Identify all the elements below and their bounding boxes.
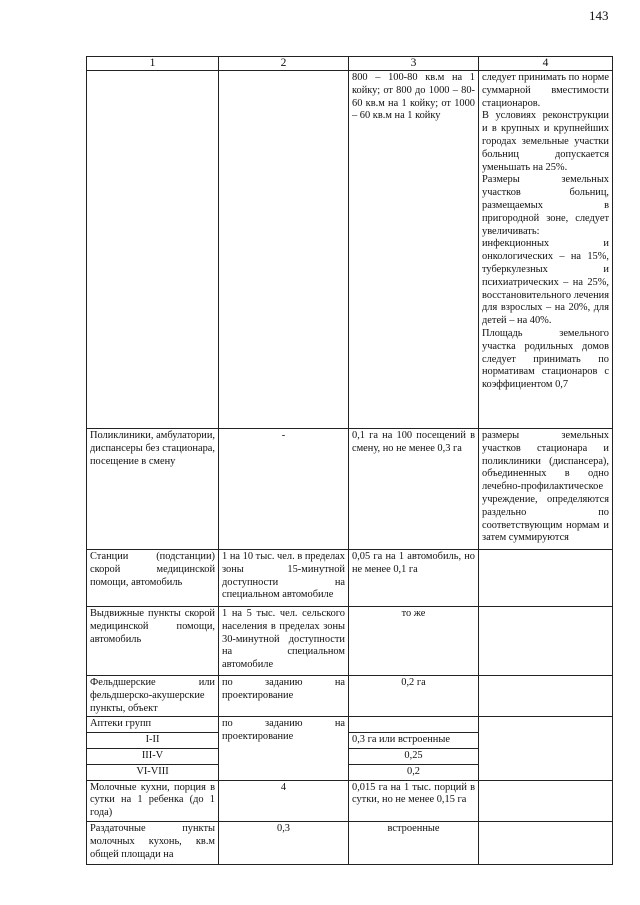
note-paragraph: следует принимать по норме суммарной вместимости стационаров. [482,72,609,109]
cell-facility: Выдвижные пункты скорой медицинской помощи, автомобиль [87,607,219,676]
cell-facility: Поликлиники, амбулатории, диспансеры без стационара, посещение в смену [87,429,219,550]
cell-facility: Станции (подстанции) скорой медицинской помощи, автомобиль [87,550,219,607]
cell-pharmacy-group: III-V [87,748,219,764]
column-header-1: 1 [87,57,219,71]
table-row [87,429,613,550]
page-number: 143 [589,8,609,23]
cell-facility: Раздаточные пункты молочных кухонь, кв.м общей площади на [87,821,219,864]
table-row [87,71,613,429]
table-row [87,821,613,864]
cell-empty [349,717,479,733]
cell-notes [479,676,613,717]
column-header-3: 3 [349,57,479,71]
cell-land-area: то же [349,607,479,676]
cell-notes [479,607,613,676]
cell-notes [479,550,613,607]
cell-notes [479,717,613,780]
cell-pharmacy-group: VI-VIII [87,764,219,780]
cell-notes [479,780,613,821]
cell-continuation-norm: 800 – 100-80 кв.м на 1 койку; от 800 до 1000 – 80-60 кв.м на 1 койку; от 1000 – 60 кв.м на 1 койку [349,71,479,429]
header-row [87,57,613,71]
cell-facility: Молочные кухни, порция в сутки на 1 ребенка (до 1 года) [87,780,219,821]
cell-land-area: 0,2 га [349,676,479,717]
cell-continuation-notes [479,71,613,429]
column-header-2: 2 [219,57,349,71]
cell-land-area: 0,015 га на 1 тыс. порций в сутки, но не менее 0,15 га [349,780,479,821]
column-header-4: 4 [479,57,613,71]
cell-notes [479,821,613,864]
norms-table [86,56,613,865]
note-paragraph: Площадь земельного участка родильных домов следует принимать по нормативам стационаров с коэффициентом 0,7 [482,327,609,391]
cell-land-area: встроенные [349,821,479,864]
cell-land-area: 0,2 [349,764,479,780]
cell-capacity: по заданию на проектирование [219,676,349,717]
cell-notes: размеры земельных участков стационара и поликлиники (диспансера), объединенных в одно лечебно-профилактическое учреждение, определяются раздельно по соответствующим нормам и затем суммируются [479,429,613,550]
cell-land-area: 0,05 га на 1 автомобиль, но не менее 0,1 га [349,550,479,607]
cell-capacity: 4 [219,780,349,821]
cell-capacity: - [219,429,349,550]
cell-land-area: 0,3 га или встроенные [349,733,479,749]
cell-facility: Аптеки групп [87,717,219,733]
cell-facility: Фельдшерские или фельдшерско-акушерские пункты, объект [87,676,219,717]
cell-capacity: 1 на 5 тыс. чел. сельского населения в пределах зоны 30-минутной доступности на специальном автомобиле [219,607,349,676]
table-row [87,780,613,821]
cell-empty [87,71,219,429]
table-row [87,607,613,676]
cell-capacity: по заданию на проектирование [219,717,349,780]
cell-land-area: 0,1 га на 100 посещений в смену, но не менее 0,3 га [349,429,479,550]
cell-capacity: 0,3 [219,821,349,864]
cell-pharmacy-group: I-II [87,733,219,749]
table-row [87,717,613,733]
cell-empty [219,71,349,429]
note-paragraph: В условиях реконструкции и в крупных и крупнейших городах земельные участки больниц допускается уменьшать на 25%. [482,110,609,173]
table-row [87,550,613,607]
note-paragraph: Размеры земельных участков больниц, размещаемых в пригородной зоне, следует увеличивать: инфекционных и онкологических – на 15%, туберкулезных и психиатрических – на 25%, восстановительного лечения для взрослых – на 20%, для детей – на 40%. [482,174,609,327]
table-row [87,676,613,717]
cell-capacity: 1 на 10 тыс. чел. в пределах зоны 15-минутной доступности на специальном автомобиле [219,550,349,607]
cell-land-area: 0,25 [349,748,479,764]
